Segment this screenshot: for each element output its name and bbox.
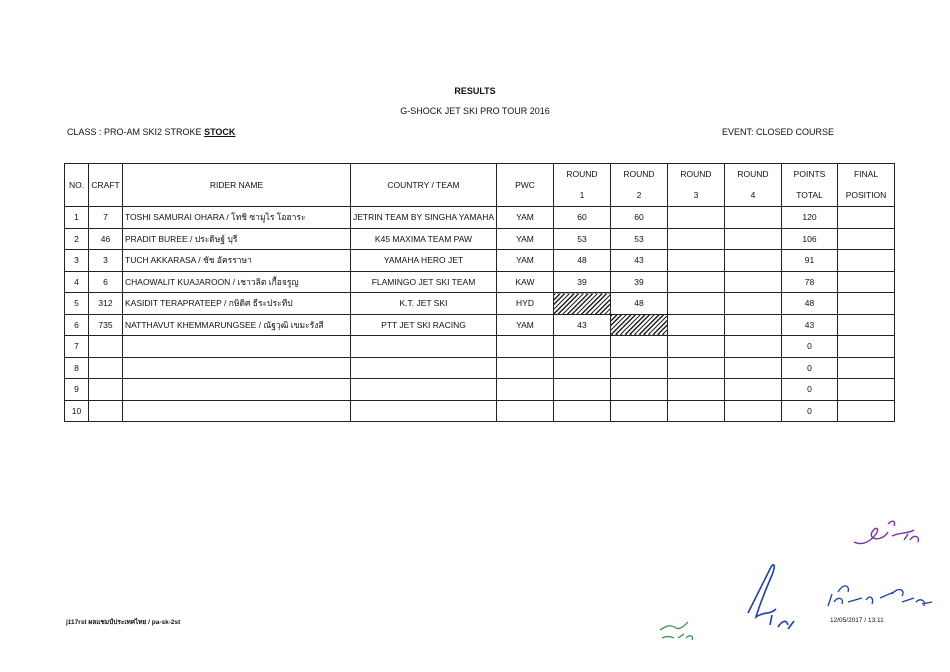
cell-round-4 [725,228,782,250]
print-timestamp: 12/05/2017 / 13:11 [830,617,884,624]
round-label: ROUND [623,169,655,179]
col-pwc: PWC [497,164,554,207]
cell-round-1: 39 [554,271,611,293]
cell-round-2: 39 [611,271,668,293]
table-row [65,357,895,379]
results-title: RESULTS [454,86,496,96]
round-label: ROUND [680,169,712,179]
table-row [65,271,895,293]
cell-final-position [838,228,895,250]
cell-country-team [351,357,497,379]
cell-no: 1 [65,207,89,229]
round-label: ROUND [737,169,769,179]
cell-rider-name: TOSHI SAMURAI OHARA / โทชิ ซามูไร โอฮาระ [123,207,351,229]
cell-pwc: YAM [497,250,554,272]
table-body [65,207,895,422]
cell-no: 5 [65,293,89,315]
cell-round-1 [554,400,611,422]
cell-points-total: 0 [782,357,838,379]
cell-no: 4 [65,271,89,293]
cell-final-position [838,379,895,401]
cell-round-3 [668,357,725,379]
cell-no: 7 [65,336,89,358]
cell-points-total: 91 [782,250,838,272]
total-label: TOTAL [796,190,823,200]
round-label: ROUND [566,169,598,179]
cell-rider-name [123,357,351,379]
col-no: NO. [65,164,89,207]
cell-points-total: 43 [782,314,838,336]
cell-final-position [838,207,895,229]
cell-round-1: 48 [554,250,611,272]
col-round-2 [611,164,668,207]
cell-rider-name [123,400,351,422]
event-subtitle: G-SHOCK JET SKI PRO TOUR 2016 [400,106,550,116]
cell-rider-name: PRADIT BUREE / ประดิษฐ์ บุรี [123,228,351,250]
cell-round-2 [611,400,668,422]
cell-points-total: 106 [782,228,838,250]
cell-craft: 46 [89,228,123,250]
table-row [65,293,895,315]
cell-country-team: PTT JET SKI RACING [351,314,497,336]
cell-round-4 [725,357,782,379]
cell-no: 2 [65,228,89,250]
cell-round-2 [611,379,668,401]
table-header-row [65,164,895,207]
footer-file-code: j117rst ผลแชมป์ประเทศไทย / pa-sk-2st [66,619,181,626]
blue-signature-dates [822,572,942,618]
cell-country-team [351,400,497,422]
cell-points-total: 78 [782,271,838,293]
cell-rider-name: KASIDIT TERAPRATEEP / กษิดิศ ธีระประทีป [123,293,351,315]
cell-round-4 [725,207,782,229]
cell-country-team [351,336,497,358]
cell-pwc [497,379,554,401]
cell-country-team: FLAMINGO JET SKI TEAM [351,271,497,293]
cell-final-position [838,357,895,379]
cell-points-total: 48 [782,293,838,315]
round-number: 1 [579,190,585,200]
cell-country-team: YAMAHA HERO JET [351,250,497,272]
purple-signature [848,512,928,552]
cell-final-position [838,250,895,272]
cell-craft [89,400,123,422]
cell-rider-name: NATTHAVUT KHEMMARUNGSEE / ณัฐวุฒิ เขมะรังสี [123,314,351,336]
cell-craft: 6 [89,271,123,293]
cell-country-team [351,379,497,401]
col-round-3 [668,164,725,207]
class-label: CLASS : PRO-AM SKI2 STROKE [67,127,202,137]
cell-points-total: 0 [782,379,838,401]
cell-round-2: 48 [611,293,668,315]
cell-craft: 3 [89,250,123,272]
cell-country-team: K.T. JET SKI [351,293,497,315]
cell-round-3 [668,379,725,401]
cell-round-4 [725,293,782,315]
cell-craft: 7 [89,207,123,229]
points-label: POINTS [793,169,826,179]
cell-pwc [497,357,554,379]
cell-pwc [497,336,554,358]
position-label: POSITION [845,190,887,200]
cell-craft [89,357,123,379]
cell-round-1: 53 [554,228,611,250]
round-number: 2 [636,190,642,200]
cell-round-4 [725,250,782,272]
cell-points-total: 0 [782,400,838,422]
col-final-position [838,164,895,207]
cell-final-position [838,293,895,315]
cell-no: 6 [65,314,89,336]
cell-round-1 [554,293,611,315]
class-stock-label: STOCK [204,127,236,137]
cell-round-1 [554,336,611,358]
cell-round-2 [611,314,668,336]
blue-signature-main [740,555,800,635]
col-points-total [782,164,838,207]
class-line [67,127,235,137]
cell-round-3 [668,293,725,315]
cell-round-1: 60 [554,207,611,229]
cell-round-4 [725,400,782,422]
col-round-1 [554,164,611,207]
round-number: 3 [693,190,699,200]
cell-rider-name [123,379,351,401]
table-row [65,314,895,336]
cell-round-3 [668,400,725,422]
cell-round-2: 53 [611,228,668,250]
table-row [65,250,895,272]
table-row [65,400,895,422]
cell-pwc: YAM [497,207,554,229]
cell-round-3 [668,336,725,358]
round-number: 4 [750,190,756,200]
cell-pwc [497,400,554,422]
cell-pwc: KAW [497,271,554,293]
cell-final-position [838,271,895,293]
cell-round-3 [668,228,725,250]
cell-final-position [838,400,895,422]
cell-round-4 [725,336,782,358]
cell-craft [89,379,123,401]
cell-no: 9 [65,379,89,401]
cell-round-1 [554,357,611,379]
green-signature [654,608,704,642]
cell-country-team: JETRIN TEAM BY SINGHA YAMAHA [351,207,497,229]
cell-round-3 [668,314,725,336]
cell-points-total: 120 [782,207,838,229]
cell-country-team: K45 MAXIMA TEAM PAW [351,228,497,250]
cell-craft: 312 [89,293,123,315]
cell-round-3 [668,271,725,293]
cell-round-2: 43 [611,250,668,272]
cell-pwc: HYD [497,293,554,315]
cell-round-4 [725,314,782,336]
cell-rider-name: CHAOWALIT KUAJAROON / เชาวลิต เกื้อจรูญ [123,271,351,293]
cell-final-position [838,314,895,336]
cell-round-1: 43 [554,314,611,336]
col-country-team: COUNTRY / TEAM [351,164,497,207]
cell-craft: 735 [89,314,123,336]
col-round-4 [725,164,782,207]
final-label: FINAL [853,169,879,179]
col-craft: CRAFT [89,164,123,207]
cell-final-position [838,336,895,358]
cell-craft [89,336,123,358]
table-row [65,379,895,401]
cell-round-2: 60 [611,207,668,229]
cell-round-3 [668,250,725,272]
table-row [65,207,895,229]
cell-round-4 [725,271,782,293]
cell-round-2 [611,357,668,379]
cell-no: 8 [65,357,89,379]
cell-rider-name: TUCH AKKARASA / ชัช อัครราษา [123,250,351,272]
cell-pwc: YAM [497,314,554,336]
cell-rider-name [123,336,351,358]
cell-round-1 [554,379,611,401]
cell-round-3 [668,207,725,229]
cell-points-total: 0 [782,336,838,358]
cell-round-2 [611,336,668,358]
cell-pwc: YAM [497,228,554,250]
cell-no: 3 [65,250,89,272]
cell-no: 10 [65,400,89,422]
table-row [65,336,895,358]
results-table [64,163,895,422]
cell-round-4 [725,379,782,401]
col-rider-name: RIDER NAME [123,164,351,207]
table-row [65,228,895,250]
event-label: EVENT: CLOSED COURSE [722,127,835,137]
